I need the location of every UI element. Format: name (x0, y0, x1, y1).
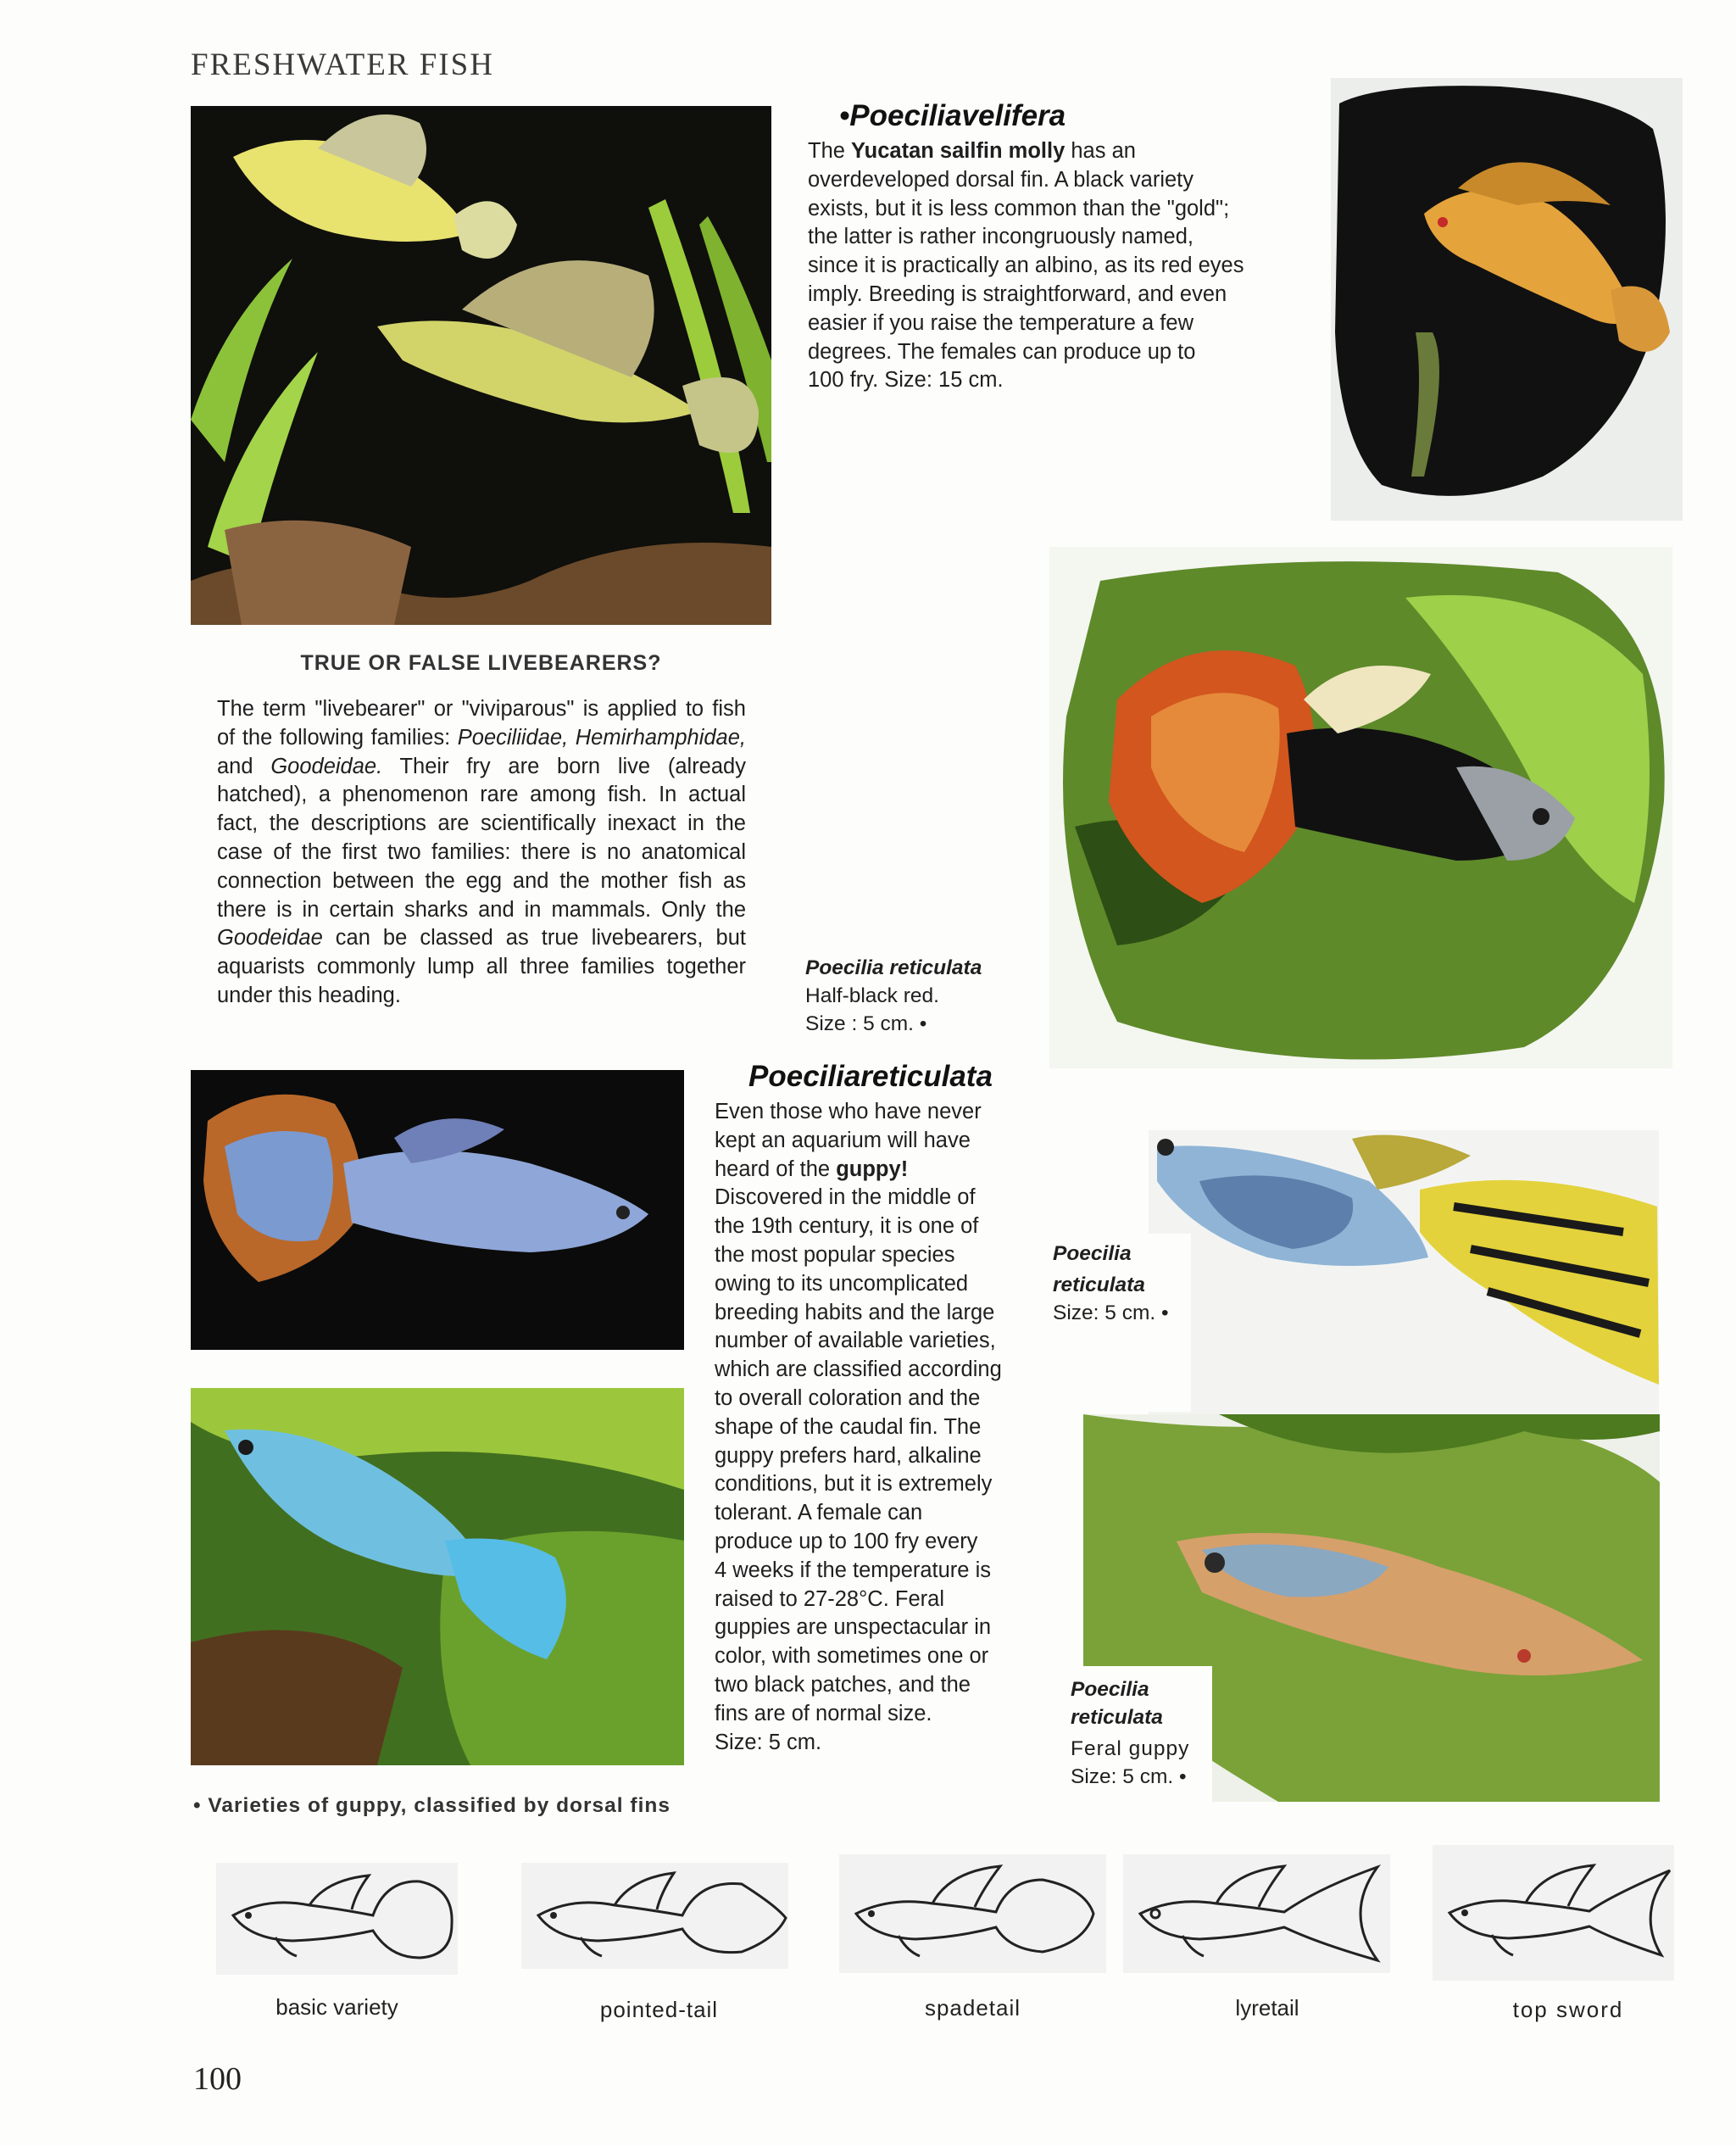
livebearers-p2: Their fry are born live (already hatched), a phenomenon rare among fish. In actual fact, the descriptions are scientifically inexact in the case of the first two families: there is no anatomical connection between the egg and the mother fish as there is in certain sharks and in mammals. Only the (217, 754, 746, 922)
top-sword-drawing (1433, 1845, 1674, 1981)
yellow-tail-guppy-photo (1149, 1130, 1659, 1414)
section-header: FRESHWATER FISH (191, 47, 494, 82)
reticulata-line: tolerant. A female can (715, 1501, 923, 1525)
reticulata-line: produce up to 100 fry every (715, 1529, 978, 1553)
drawing-label: pointed-tail (599, 1997, 719, 2022)
reticulata-line: Discovered in the middle of (715, 1185, 976, 1210)
drawing-label: lyretail (1235, 1995, 1299, 2021)
velifera-line: exists, but it is less common than the "gold"; (808, 196, 1230, 220)
velifera-line: the latter is rather incongruously named, (808, 225, 1194, 249)
page-number: 100 (193, 2061, 242, 2097)
caption-desc: Feral guppy (1071, 1737, 1190, 1760)
half-black-guppy-photo (1049, 547, 1672, 1068)
caption-yellow-tail (1053, 1240, 1205, 1327)
reticulata-line: the 19th century, it is one of (715, 1214, 979, 1239)
reticulata-line: heard of the (715, 1157, 837, 1181)
velifera-line: overdeveloped dorsal fin. A black variety (808, 167, 1194, 192)
velifera-line: degrees. The females can produce up to (808, 339, 1196, 364)
lyretail-drawing (1123, 1854, 1390, 1973)
reticulata-line: Size: 5 cm. (715, 1730, 822, 1754)
caption-species-name: Poecilia reticulata (805, 956, 982, 979)
reticulata-line: guppies are unspectacular in (715, 1615, 992, 1640)
reticulata-line: 4 weeks if the temperature is (715, 1558, 991, 1582)
reticulata-line: kept an aquarium will have (715, 1128, 971, 1152)
livebearers-p1: The term "livebearer" or "viviparous" is applied to fish of the following families: (217, 697, 746, 750)
fish-outline-icon (521, 1863, 788, 1969)
fish-outline-icon (839, 1854, 1106, 1973)
velifera-line: 100 fry. Size: 15 cm. (808, 368, 1004, 393)
velifera-title-text: Poeciliavelifera (849, 99, 1066, 132)
fish-outline-icon (216, 1863, 458, 1975)
reticulata-line: breeding habits and the large (715, 1300, 995, 1324)
reticulata-line: two black patches, and the (715, 1672, 971, 1697)
family-name: Goodeidae. (270, 754, 383, 778)
velifera-common-name: Yucatan sailfin molly (851, 139, 1066, 163)
reticulata-line: number of available varieties, (715, 1329, 996, 1353)
drawing-label: basic variety (275, 1994, 398, 2020)
drawing-label: spadetail (924, 1995, 1021, 2021)
gold-molly-photo (1331, 78, 1683, 521)
caption-size: Size: 5 cm. • (1071, 1765, 1187, 1788)
caption-species-name: Poecilia (1071, 1678, 1149, 1701)
caption-half-black (805, 954, 1026, 1038)
reticulata-line: the most popular species (715, 1242, 955, 1267)
varieties-caption: • Varieties of guppy, classified by dorsal fins (193, 1794, 670, 1817)
velifera-line: since it is practically an albino, as its red eyes (808, 254, 1244, 278)
family-name: Goodeidae (217, 926, 323, 950)
pointed-tail-drawing (521, 1863, 788, 1969)
caption-size: Size: 5 cm. • (1053, 1302, 1169, 1324)
reticulata-line: color, with sometimes one or (715, 1644, 989, 1669)
reticulata-line-guppy (715, 1156, 1037, 1184)
reticulata-line: fins are of normal size. (715, 1701, 932, 1725)
family-name: Poeciliidae, Hemirhamphidae, (457, 725, 746, 750)
reticulata-line: owing to its uncomplicated (715, 1271, 969, 1296)
drawing-label: top sword (1512, 1997, 1624, 2022)
velifera-line: imply. Breeding is straightforward, and even (808, 281, 1227, 306)
velifera-intro: The (808, 139, 852, 163)
molly-pair-photo (191, 106, 771, 625)
livebearers-box-text (217, 695, 746, 1011)
fish-outline-icon (1433, 1845, 1674, 1981)
caption-feral (1071, 1675, 1240, 1791)
livebearers-and: and (217, 754, 271, 778)
guppy-bold: guppy! (836, 1157, 909, 1181)
reticulata-line: guppy prefers hard, alkaline (715, 1443, 982, 1468)
reticulata-description (715, 1098, 1037, 1757)
reticulata-line: to overall coloration and the (715, 1385, 981, 1410)
caption-desc: Half-black red. (805, 984, 939, 1007)
blue-guppy-photo (191, 1070, 684, 1350)
livebearers-p3: can be classed as true livebearers, but aquarists commonly lump all three families together under this heading. (217, 926, 746, 1007)
caption-species-name: Poecilia (1053, 1242, 1132, 1265)
velifera-title (839, 99, 1066, 133)
reticulata-line: Even those who have never (715, 1100, 982, 1123)
livebearers-box-title: TRUE OR FALSE LIVEBEARERS? (300, 651, 662, 675)
reticulata-line: raised to 27-28°C. Feral (715, 1586, 944, 1611)
velifera-line: has an (1065, 139, 1136, 163)
spadetail-drawing (839, 1854, 1106, 1973)
reticulata-line: which are classified according (715, 1357, 1002, 1382)
reticulata-title: Poeciliareticulata (748, 1060, 993, 1093)
basic-variety-drawing (216, 1863, 458, 1975)
green-guppy-photo (191, 1388, 684, 1765)
reticulata-line: conditions, but it is extremely (715, 1472, 993, 1497)
velifera-bullet: • (839, 99, 850, 132)
velifera-description (808, 137, 1283, 395)
caption-species-name: reticulata (1071, 1706, 1163, 1729)
velifera-line: easier if you raise the temperature a few (808, 310, 1194, 335)
caption-species-name: reticulata (1053, 1274, 1145, 1296)
reticulata-line: shape of the caudal fin. The (715, 1414, 982, 1439)
fish-outline-icon (1123, 1854, 1390, 1973)
caption-size: Size : 5 cm. • (805, 1012, 927, 1035)
